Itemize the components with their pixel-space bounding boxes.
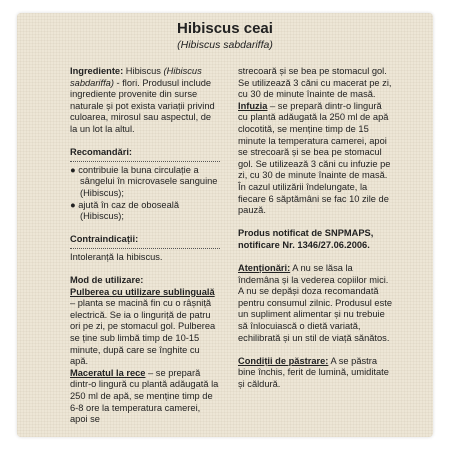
warnings-text: A nu se lăsa la îndemâna și la vederea copiilor mici. A nu se depăși doza recomandată pentru consumul zilnic. Produsul este un supliment alimentar și nu trebuie să înlocuiască o dietă variată, echilibrată și un stil de viață sănătos. [238, 263, 392, 343]
notification-bold: Produs notificat de SNPMAPS, notificare Nr. 1346/27.06.2006. [238, 228, 374, 250]
right-column [238, 66, 392, 391]
product-subtitle: (Hibiscus sabdariffa) [177, 39, 273, 51]
contraindications-section [70, 234, 220, 246]
usage-label: Mod de utilizare: [70, 275, 144, 286]
recommendations-divider [70, 161, 220, 162]
warnings-section [238, 263, 392, 344]
cold-macerate-continuation: strecoară și se bea pe stomacul gol. Se utilizează 3 căni cu macerat pe zi, cu 30 de minute înainte de masă. [238, 66, 392, 100]
contraindications-label: Contraindicații: [70, 234, 139, 245]
sublingual-powder-label: Pulberea cu utilizare sublinguală [70, 286, 215, 297]
storage-label: Condiții de păstrare: [238, 355, 329, 366]
contraindications-text: Intoleranță la hibiscus. [70, 251, 163, 262]
contraindications-divider [70, 248, 220, 249]
product-title: Hibiscus ceai [177, 20, 273, 37]
infusion-text: – se prepară dintr-o lingură cu plantă adăugată la 250 ml de apă clocotită, se menține timp de 15 minute la temperatura camerei, apoi se strecoară și se bea pe stomacul gol. Se utilizează 3 căni cu infuzie pe zi, cu 30 de minute înainte de masă. În cazul utilizării îndelungate, la fiecare 6 săptămâni se fac 10 zile de pauză. [238, 100, 391, 216]
left-column [70, 66, 220, 426]
ingredients-section [70, 66, 220, 136]
sublingual-powder-text: – planta se macină fin cu o râșniță electrică. Se ia o linguriță de patru ori pe zi, pe stomacul gol. Pulberea se ține sub limbă timp de 10-15 minute, după care se înghite cu apă. [70, 298, 216, 367]
cold-macerate-section [70, 368, 220, 426]
recommendations-label: Recomandări: [70, 147, 132, 158]
recommendation-item: ● ajută în caz de oboseală (Hibiscus); [70, 199, 179, 222]
ingredients-latin-name: (Hibiscus sabdariffa) [70, 66, 202, 88]
usage-heading [70, 275, 220, 287]
recommendations-section [70, 147, 220, 159]
storage-text: A se păstra bine închis, ferit de lumină, umiditate și căldură. [238, 355, 389, 390]
sublingual-powder-section [70, 287, 220, 368]
cold-macerate-label: Maceratul la rece [70, 367, 146, 378]
ingredients-text-2: - flori. Produsul include ingrediente provenite din surse naturale și pot exista variații privind culoarea, mirosul sau aspectul, de la un lot la altul. [70, 77, 215, 134]
ingredients-text-1: Hibiscus [123, 66, 164, 76]
infusion-section [238, 101, 392, 217]
storage-section [238, 356, 392, 391]
infusion-label: Infuzia [238, 100, 268, 111]
notification-text [238, 228, 392, 251]
warnings-label: Atenționări: [238, 263, 291, 274]
ingredients-label: Ingrediente: [70, 66, 124, 76]
recommendation-item: ● contribuie la buna circulație a sângelui în microvasele sanguine (Hibiscus); [70, 164, 218, 198]
cold-macerate-text: – se prepară dintr-o lingură cu plantă adăugată la 250 ml de apă, se menține timp de 6-8 ore la temperatura camerei, apoi se [70, 367, 219, 425]
